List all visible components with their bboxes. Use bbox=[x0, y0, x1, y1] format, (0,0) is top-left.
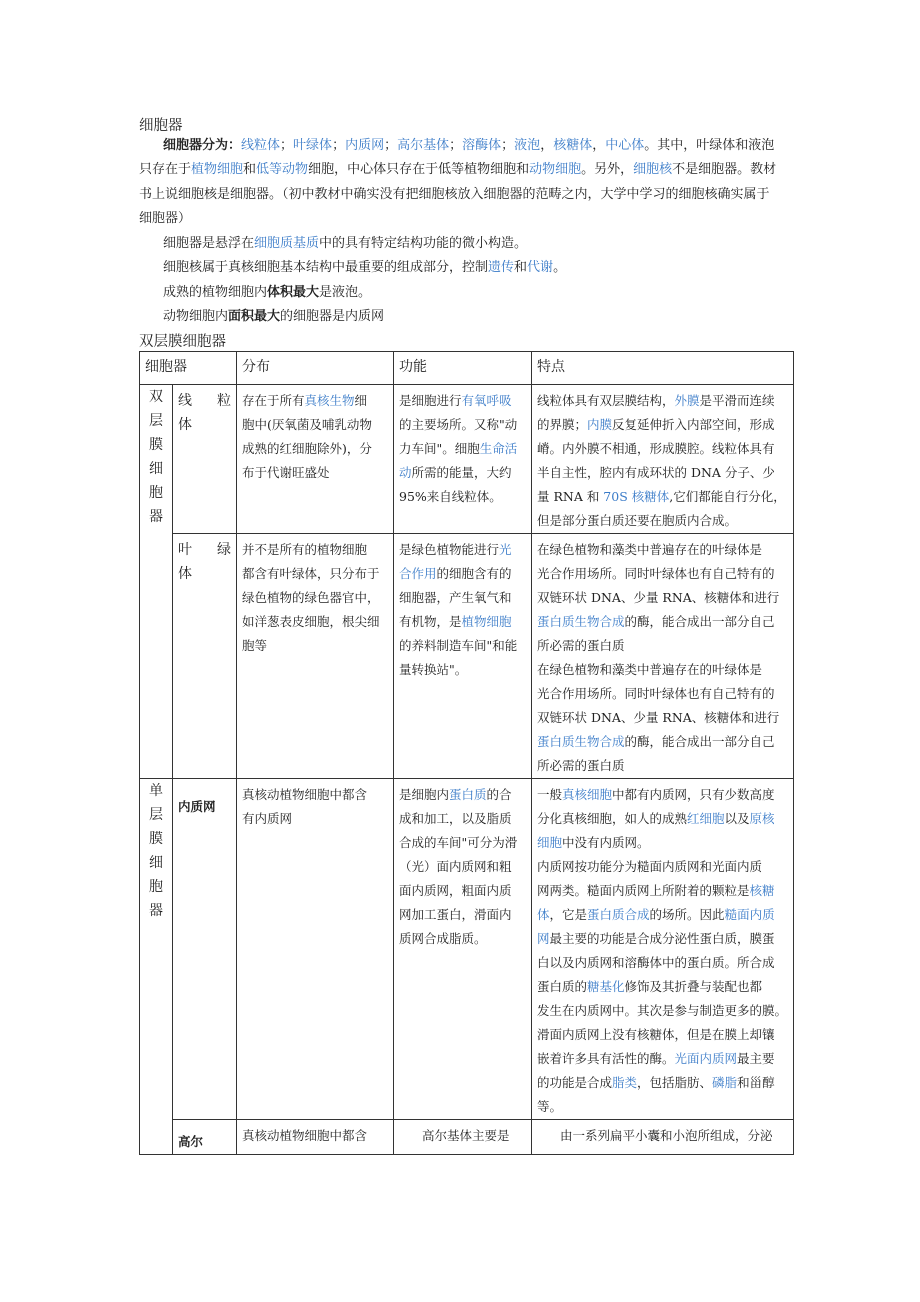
link-metabolism[interactable]: 代谢 bbox=[527, 260, 554, 275]
link-lower-animal[interactable]: 低等动物 bbox=[256, 162, 309, 177]
link-red-blood-cell[interactable]: 红细胞 bbox=[687, 811, 725, 826]
link-eukaryote[interactable]: 真核生物 bbox=[304, 393, 355, 408]
link-ribosome-2[interactable]: 核糖 bbox=[749, 883, 775, 898]
intro-line-3: 书上说细胞核是细胞器。（初中教材中确实没有把细胞核放入细胞器的范畴之内，大学中学习的细胞核确实属于 bbox=[139, 187, 770, 202]
link-protein-synthesis[interactable]: 蛋白质合成 bbox=[587, 907, 650, 922]
header-organelle: 细胞器 bbox=[140, 352, 237, 385]
organelle-name-mitochondria: 线 粒 体 bbox=[173, 385, 237, 534]
category-single-membrane: 单 层 膜 细 胞 器 bbox=[140, 779, 173, 1155]
link-centrosome[interactable]: 中心体 bbox=[605, 138, 645, 153]
link-animal-cell[interactable]: 动物细胞 bbox=[529, 162, 582, 177]
organelle-name-golgi: 高尔 bbox=[173, 1120, 237, 1155]
link-life-activity[interactable]: 生命活 bbox=[479, 441, 518, 456]
link-photosynthesis-2[interactable]: 合作用 bbox=[399, 566, 437, 581]
link-glycosylation[interactable]: 糖基化 bbox=[587, 979, 625, 994]
link-smooth-er[interactable]: 光面内质网 bbox=[674, 1051, 738, 1066]
link-cytoplasm-matrix[interactable]: 细胞质基质 bbox=[254, 236, 320, 251]
link-vacuole[interactable]: 液泡 bbox=[514, 138, 541, 153]
table-row-golgi bbox=[140, 1120, 794, 1155]
header-distribution: 分布 bbox=[237, 352, 394, 385]
category-double-membrane: 双 层 膜 细 胞 器 bbox=[140, 385, 173, 779]
chloro-features: 在绿色植物和藻类中普遍存在的叶绿体是 光合作用场所。同时叶绿体也有自己特有的 双链环状 DNA、少量 RNA、核糖体和进行 蛋白质生物合成的酶，能合成出一部分自己 所必需的蛋白质 在绿色植物和藻类中普遍存在的叶绿体是 光合作用场所。同时叶绿体也有自己特有的 双链环状 DNA、少量 RNA、核糖体和进行 蛋白质生物合成的酶，能合成出一部分自己 所必需的蛋白质 bbox=[532, 534, 794, 779]
golgi-function: 高尔基体主要是 bbox=[394, 1120, 532, 1155]
link-photosynthesis[interactable]: 光 bbox=[499, 542, 512, 557]
link-protein-biosynthesis[interactable]: 蛋白质生物合成 bbox=[537, 614, 625, 629]
table-header-row bbox=[140, 352, 794, 385]
link-phospholipid[interactable]: 磷脂 bbox=[712, 1075, 738, 1090]
link-chloroplast[interactable]: 叶绿体 bbox=[293, 138, 333, 153]
link-golgi[interactable]: 高尔基体 bbox=[397, 138, 450, 153]
link-heredity[interactable]: 遗传 bbox=[488, 260, 515, 275]
link-lysosome[interactable]: 溶酶体 bbox=[462, 138, 502, 153]
er-distribution: 真核动植物细胞中都含 有内质网 bbox=[237, 779, 394, 1120]
paragraph-3: 细胞核属于真核细胞基本结构中最重要的组成部分，控制遗传和代谢。 bbox=[163, 260, 567, 275]
header-features: 特点 bbox=[532, 352, 794, 385]
link-eukaryotic-cell[interactable]: 真核细胞 bbox=[562, 787, 613, 802]
golgi-distribution: 真核动植物细胞中都含 bbox=[237, 1120, 394, 1155]
organelle-table bbox=[139, 351, 794, 1155]
chloro-function: 是绿色植物能进行光 合作用的细胞含有的 细胞器，产生氧气和 有机物，是植物细胞 的养料制造车间"和能 量转换站"。 bbox=[394, 534, 532, 779]
link-ribosome[interactable]: 核糖体 bbox=[553, 138, 593, 153]
link-aerobic-respiration[interactable]: 有氧呼吸 bbox=[461, 393, 512, 408]
section-title: 双层膜细胞器 bbox=[139, 334, 226, 350]
header-function: 功能 bbox=[394, 352, 532, 385]
mito-function: 是细胞进行有氧呼吸 的主要场所。又称"动 力车间"。细胞生命活 动所需的能量，大约 95%来自线粒体。 bbox=[394, 385, 532, 534]
link-inner-membrane[interactable]: 内膜 bbox=[587, 417, 613, 432]
link-prokaryote-2[interactable]: 细胞 bbox=[537, 835, 563, 850]
intro-line-4: 细胞器） bbox=[139, 211, 192, 226]
page-heading: 细胞器 bbox=[139, 118, 183, 134]
link-mitochondria[interactable]: 线粒体 bbox=[241, 138, 281, 153]
table-row-er bbox=[140, 779, 794, 1120]
link-prokaryote[interactable]: 原核 bbox=[749, 811, 775, 826]
link-plant-cell-2[interactable]: 植物细胞 bbox=[461, 614, 512, 629]
link-rough-er[interactable]: 糙面内质 bbox=[724, 907, 775, 922]
er-features: 一般真核细胞中都有内质网，只有少数高度 分化真核细胞，如人的成熟红细胞以及原核 细胞中没有内质网。 内质网按功能分为糙面内质网和光面内质 网两类。糙面内质网上所附着的颗粒是核糖 体，它是蛋白质合成的场所。因此糙面内质 网最主要的功能是合成分泌性蛋白质，膜蛋 白以及内质网和溶酶体中的蛋白质。所合成 蛋白质的糖基化修饰及其折叠与装配也都 发生在内质网中。其次是参与制造更多的膜。 滑面内质网上没有核糖体，但是在膜上却镶 嵌着许多具有活性的酶。光面内质网最主要 的功能是合成脂类，包括脂肪、磷脂和甾醇 等。 bbox=[532, 779, 794, 1120]
paragraph-2: 细胞器是悬浮在细胞质基质中的具有特定结构功能的微小构造。 bbox=[163, 236, 528, 251]
organelle-name-chloroplast: 叶 绿 体 bbox=[173, 534, 237, 779]
link-er[interactable]: 内质网 bbox=[345, 138, 385, 153]
link-protein[interactable]: 蛋白质 bbox=[449, 787, 487, 802]
chloro-distribution: 并不是所有的植物细胞 都含有叶绿体，只分布于 绿色植物的绿色器官中， 如洋葱表皮细胞，根尖细 胞等 bbox=[237, 534, 394, 779]
table-row-mitochondria bbox=[140, 385, 794, 534]
link-protein-biosynthesis-2[interactable]: 蛋白质生物合成 bbox=[537, 734, 625, 749]
link-outer-membrane[interactable]: 外膜 bbox=[674, 393, 700, 408]
link-life-activity-2[interactable]: 动 bbox=[399, 465, 412, 480]
er-function: 是细胞内蛋白质的合 成和加工，以及脂质 合成的车间"可分为滑 （光）面内质网和粗 面内质网，粗面内质 网加工蛋白，滑面内 质网合成脂质。 bbox=[394, 779, 532, 1120]
mito-distribution: 存在于所有真核生物细 胞中(厌氧菌及哺乳动物 成熟的红细胞除外)，分 布于代谢旺盛处 bbox=[237, 385, 394, 534]
intro-line-2: 只存在于植物细胞和低等动物细胞，中心体只存在于低等植物细胞和动物细胞。另外，细胞核不是细胞器。教材 bbox=[139, 162, 777, 177]
intro-line-1: 细胞器分为：线粒体；叶绿体；内质网；高尔基体；溶酶体；液泡，核糖体，中心体。其中，叶绿体和液泡 bbox=[163, 138, 775, 153]
mito-features: 线粒体具有双层膜结构，外膜是平滑而连续 的界膜；内膜反复延伸折入内部空间，形成 嵴。内外膜不相通，形成膜腔。线粒体具有 半自主性，腔内有成环状的 DNA 分子、少 量 RNA 和 70S 核糖体,它们都能自行分化， 但是部分蛋白质还要在胞质内合成。 bbox=[532, 385, 794, 534]
link-rough-er-2[interactable]: 网 bbox=[537, 931, 550, 946]
table-row-chloroplast bbox=[140, 534, 794, 779]
link-ribosome-3[interactable]: 体 bbox=[537, 907, 550, 922]
golgi-features: 由一系列扁平小囊和小泡所组成，分泌 bbox=[532, 1120, 794, 1155]
link-lipids[interactable]: 脂类 bbox=[612, 1075, 638, 1090]
link-plant-cell[interactable]: 植物细胞 bbox=[191, 162, 244, 177]
link-70s-ribosome[interactable]: 70S 核糖体 bbox=[603, 489, 670, 504]
paragraph-4: 成熟的植物细胞内体积最大是液泡。 bbox=[163, 285, 372, 300]
paragraph-5: 动物细胞内面积最大的细胞器是内质网 bbox=[163, 309, 385, 324]
intro-label: 细胞器分为： bbox=[163, 138, 242, 153]
organelle-name-er: 内质网 bbox=[173, 779, 237, 1120]
link-nucleus[interactable]: 细胞核 bbox=[633, 162, 673, 177]
